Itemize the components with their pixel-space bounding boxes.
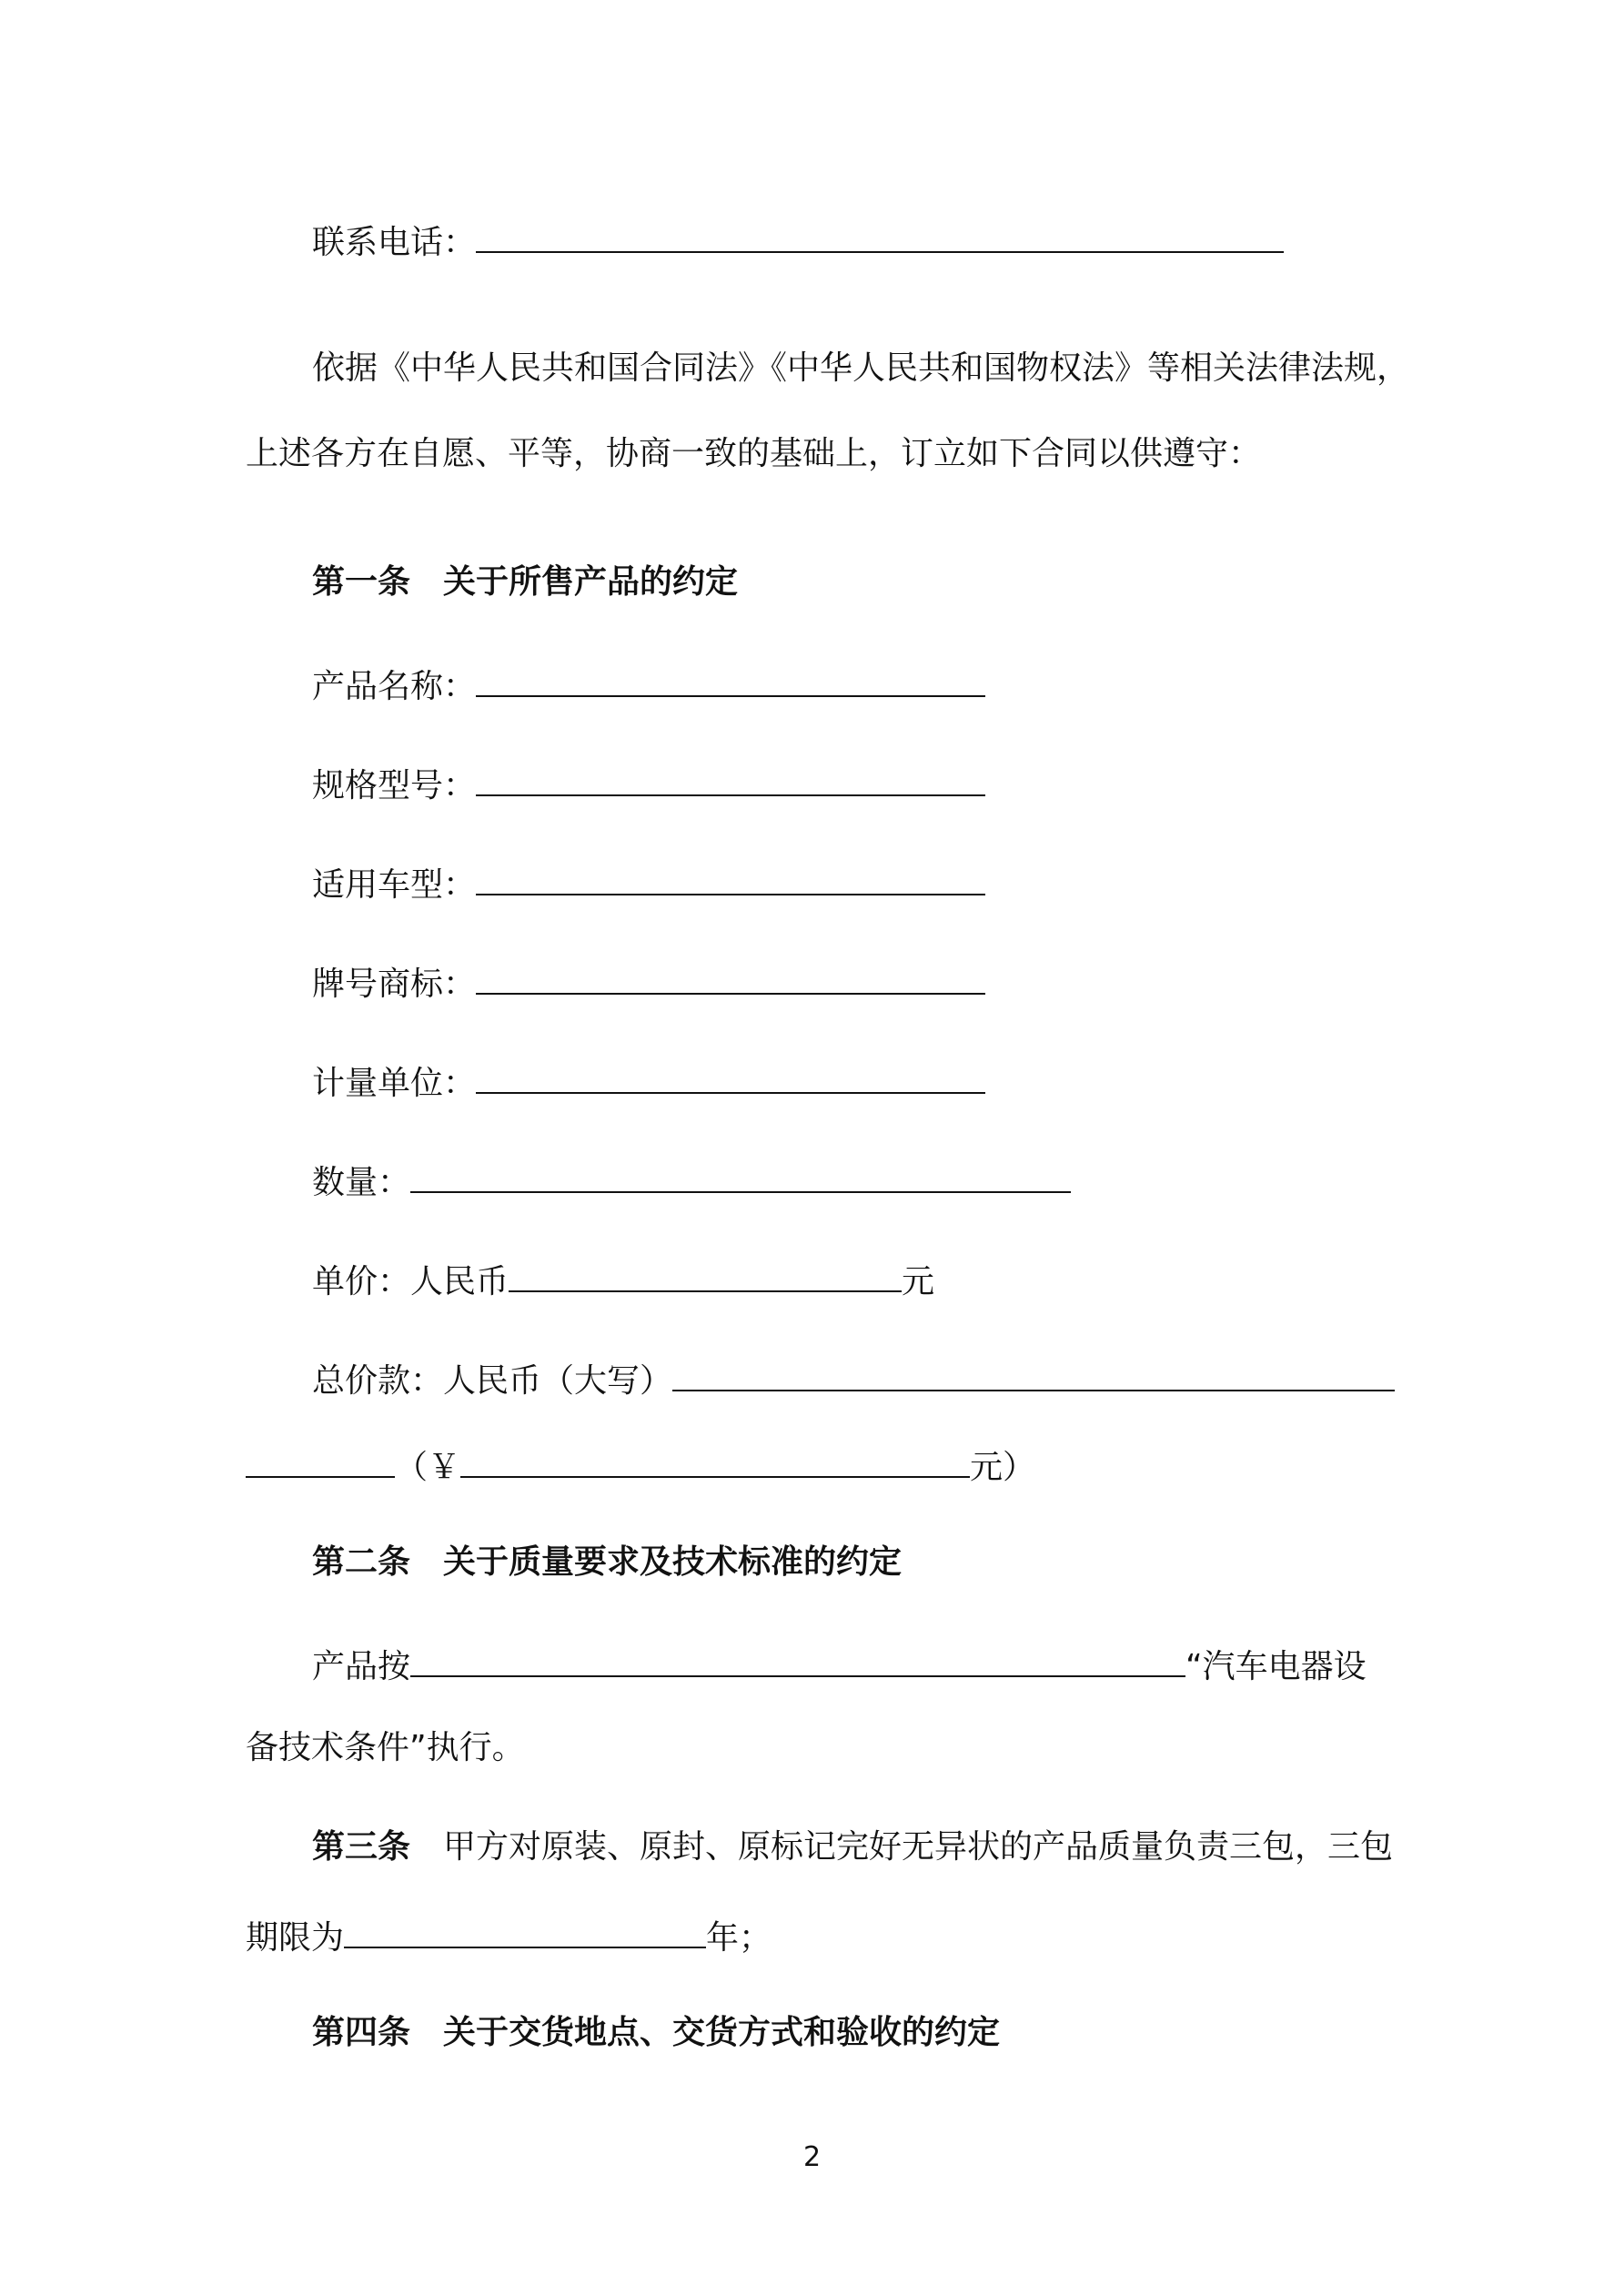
article-2-prefix: 产品按: [312, 1648, 411, 1685]
total-price-words-blank[interactable]: [672, 1357, 1395, 1391]
total-price-figure-blank[interactable]: [460, 1443, 970, 1478]
vehicle-line: [312, 861, 985, 905]
article-2-number: 第二条: [312, 1543, 411, 1581]
spec-blank[interactable]: [476, 762, 985, 796]
article-1-title: 关于所售产品的约定: [443, 563, 739, 601]
product-name-line: [312, 663, 985, 707]
unit-blank[interactable]: [476, 1059, 985, 1094]
article-3-line-1: [312, 1827, 1393, 1867]
unit-price-suffix: 元: [902, 1263, 935, 1300]
quantity-label: 数量：: [312, 1164, 411, 1201]
product-name-blank[interactable]: [476, 663, 985, 697]
total-price-label: 总价款：人民币（大写）: [312, 1362, 673, 1400]
article-2-title: 关于质量要求及技术标准的约定: [443, 1543, 903, 1581]
unit-price-line: [312, 1258, 934, 1302]
unit-price-blank[interactable]: [509, 1258, 902, 1292]
contact-phone-blank[interactable]: [476, 218, 1284, 253]
unit-line: [312, 1059, 985, 1104]
contact-phone-label: 联系电话：: [312, 224, 477, 261]
article-4-heading: [312, 2013, 1000, 2053]
brand-blank[interactable]: [476, 960, 985, 995]
spec-label: 规格型号：: [312, 767, 477, 804]
spec-line: [312, 762, 985, 806]
quantity-line: [312, 1158, 1071, 1203]
article-4-number: 第四条: [312, 2014, 411, 2051]
warranty-years-blank[interactable]: [344, 1914, 706, 1948]
article-1-heading: [312, 562, 738, 602]
product-name-label: 产品名称：: [312, 668, 477, 705]
article-2-line-2: 备技术条件”执行。: [246, 1729, 525, 1766]
article-3-suffix: 年；: [706, 1919, 772, 1957]
vehicle-label: 适用车型：: [312, 866, 477, 904]
vehicle-blank[interactable]: [476, 861, 985, 895]
total-price-line: [312, 1357, 1395, 1401]
total-price-close: 元）: [970, 1449, 1036, 1486]
total-price-line-2: [246, 1443, 1035, 1488]
total-price-words-blank-cont[interactable]: [246, 1443, 395, 1478]
article-3-prefix: 期限为: [246, 1919, 345, 1957]
article-1-number: 第一条: [312, 563, 411, 601]
article-4-title: 关于交货地点、交货方式和验收的约定: [443, 2014, 1001, 2051]
article-3-text: 甲方对原装、原封、原标记完好无异状的产品质量负责三包，三包: [443, 1828, 1394, 1866]
article-3-line-2: [246, 1914, 772, 1958]
article-2-standard-blank[interactable]: [410, 1643, 1185, 1677]
preamble-line-2: 上述各方在自愿、平等，协商一致的基础上，订立如下合同以供遵守：: [246, 435, 1262, 472]
page-number: 2: [802, 2141, 822, 2173]
total-price-open: （￥: [395, 1449, 461, 1486]
brand-line: [312, 960, 985, 1005]
brand-label: 牌号商标：: [312, 966, 477, 1003]
unit-label: 计量单位：: [312, 1065, 477, 1102]
unit-price-label: 单价：人民币: [312, 1263, 509, 1300]
article-2-suffix: “汽车电器设: [1185, 1648, 1367, 1685]
article-2-heading: [312, 1542, 902, 1583]
preamble-line-1: 依据《中华人民共和国合同法》《中华人民共和国物权法》等相关法律法规，: [312, 349, 1410, 387]
article-2-line-1: [312, 1643, 1367, 1687]
article-3-number: 第三条: [312, 1828, 411, 1866]
contact-phone-line: [312, 218, 1284, 263]
quantity-blank[interactable]: [410, 1158, 1071, 1193]
